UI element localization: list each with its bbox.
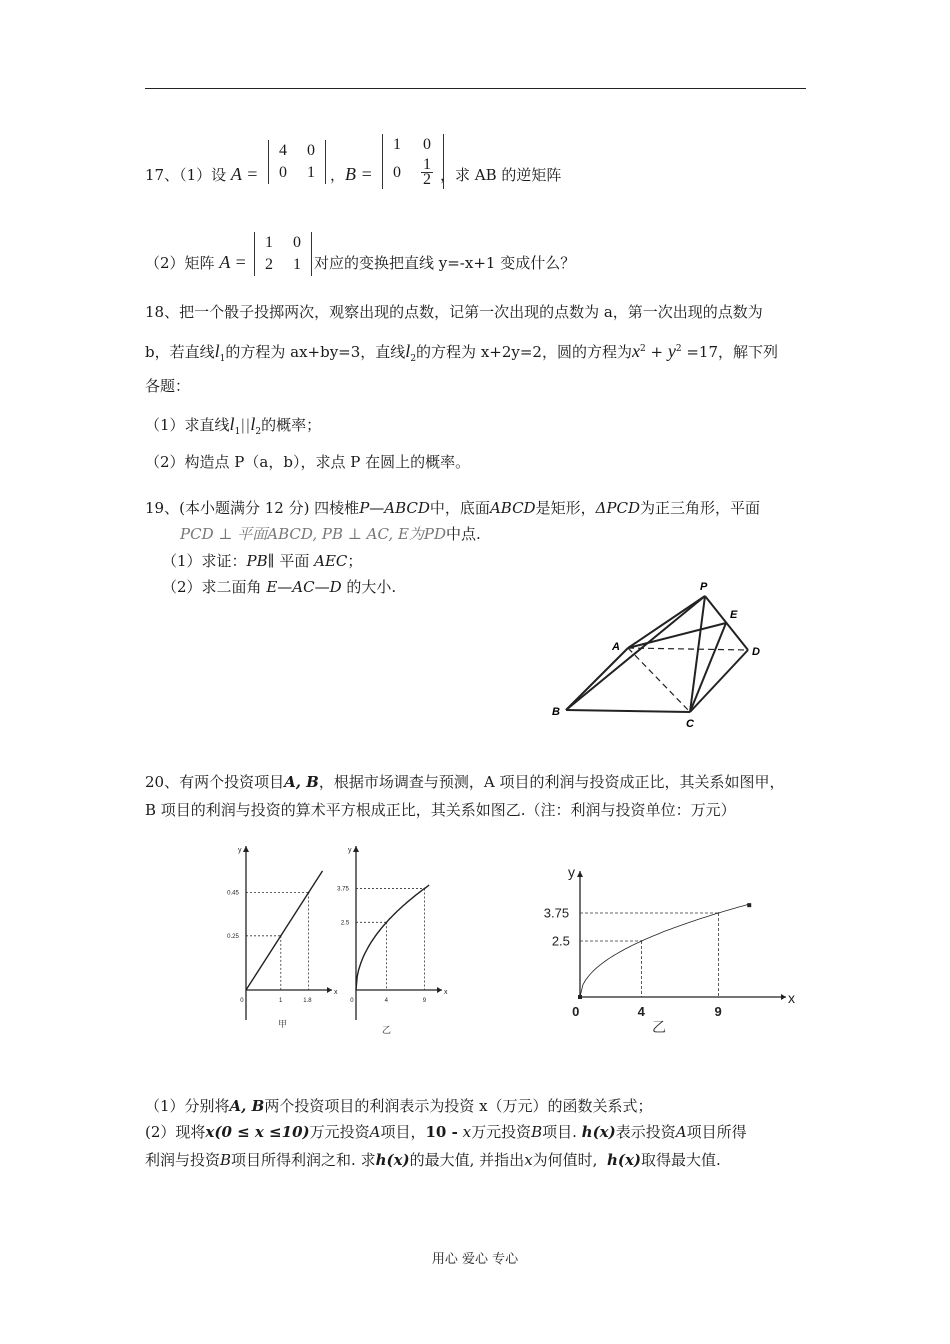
x-tick-label: 4: [637, 1004, 645, 1019]
chart-title: 甲: [278, 1019, 288, 1029]
y-tick-label: 0.45: [227, 890, 239, 897]
end-marker: [747, 903, 751, 907]
y-axis-label: y: [568, 864, 575, 880]
q17-B-label: ，B =: [330, 164, 373, 184]
x-arrow: [327, 987, 332, 993]
q17-part2: （2）矩阵 A =: [145, 252, 247, 272]
matrix-B: 1 0 0 $\frac{1}{2}$: [382, 134, 444, 189]
label-C: C: [686, 718, 694, 730]
q17-tail: ，求 AB 的逆矩阵: [440, 166, 562, 184]
q20-line2: B 项目的利润与投资的算术平方根成正比，其关系如图乙.（注：利润与投资单位：万元）: [145, 801, 736, 819]
y-axis-label: y: [238, 847, 242, 854]
x-tick-label: 9: [714, 1004, 722, 1019]
x-tick-label: 9: [422, 998, 427, 1004]
x-tick-label: 0: [350, 998, 354, 1004]
chart-jia: [222, 845, 338, 1045]
chart-yi-small: [337, 845, 450, 1045]
y-arrow: [243, 846, 249, 852]
data-point: [718, 912, 720, 914]
q18-line3: 各题：: [145, 377, 191, 395]
header-rule: [145, 88, 806, 89]
series-line: [356, 885, 429, 990]
x-axis-label: x: [788, 990, 795, 1006]
q18-part1: （1）求直线$l_1||l_2$的概率；: [145, 414, 322, 437]
x-tick-label: 1.8: [303, 998, 312, 1004]
q17-part2-tail: 对应的变换把直线 y=-x+1 变成什么？: [314, 254, 576, 272]
q18-part2: （2）构造点 P（a，b），求点 P 在圆上的概率。: [145, 453, 471, 471]
q19-line1: 19、(本小题满分 12 分) 四棱椎P—ABCD中，底面ABCD是矩形，ΔPCD为正三角形，平面: [145, 499, 761, 517]
q17-part1: 17、（1）设 A =: [145, 164, 259, 184]
series-line: [246, 871, 323, 990]
matrix-A2: 1 0 2 1: [254, 232, 312, 276]
data-point: [386, 921, 388, 923]
q20-part2: (2）现将x(0 ≤ x ≤10)万元投资A项目，10 - x万元投资B项目. h(x)表示投资A项目所得: [145, 1123, 747, 1141]
data-point: [641, 940, 643, 942]
x-axis-label: x: [334, 989, 338, 996]
label-E: E: [730, 609, 738, 621]
y-tick-label: 2.5: [551, 933, 570, 949]
y-arrow: [577, 871, 583, 877]
y-tick-label: 2.5: [340, 920, 350, 927]
chart-title: 乙: [382, 1025, 392, 1035]
data-point: [280, 935, 282, 937]
label-P: P: [700, 581, 708, 593]
y-tick-label: 0.25: [227, 933, 239, 940]
chart-yi-large: [520, 864, 795, 1040]
q20-part3: 利润与投资B项目所得利润之和. 求h(x)的最大值, 并指出x为何值时, h(x)取得最大值.: [145, 1151, 721, 1169]
x-tick-label: 0: [572, 1004, 580, 1019]
x-arrow: [781, 994, 786, 1000]
label-A: A: [612, 641, 620, 653]
matrix-A: 4 0 0 1: [268, 140, 326, 184]
y-tick-label: 3.75: [543, 905, 570, 921]
x-axis-label: x: [444, 989, 448, 996]
series-line: [580, 904, 749, 997]
y-tick-label: 3.75: [337, 886, 349, 893]
x-arrow: [437, 987, 442, 993]
q20-line1: 20、有两个投资项目A, B，根据市场调查与预测，A 项目的利润与投资成正比，其关系如图甲，: [145, 773, 785, 791]
x-tick-label: 1: [278, 998, 283, 1004]
pyramid-figure: [540, 570, 790, 730]
q19-line2: PCD ⊥ 平面ABCD, PB ⊥ AC, E为PD中点.: [180, 525, 481, 543]
q18-line2: b，若直线$l_1$的方程为 ax+by=3，直线$l_2$的方程为 x+2y=2，圆的方程为$x^2 + y^2 =17$，解下列: [145, 341, 779, 364]
q19-part1: （1）求证：PB∥ 平面 AEC；: [162, 552, 363, 570]
data-point: [308, 892, 310, 894]
x-tick-label: 4: [384, 998, 389, 1004]
data-point: [424, 888, 426, 890]
q20-part1: （1）分别将A, B两个投资项目的利润表示为投资 x（万元）的函数关系式；: [145, 1097, 653, 1115]
y-arrow: [353, 846, 359, 852]
y-axis-label: y: [348, 847, 352, 854]
q18-line1: 18、把一个骰子投掷两次，观察出现的点数，记第一次出现的点数为 a，第一次出现的点数为: [145, 303, 763, 321]
start-marker: [578, 995, 582, 999]
x-tick-label: 0: [240, 998, 244, 1004]
label-B: B: [552, 706, 560, 718]
chart-title: 乙: [652, 1019, 666, 1035]
q19-part2: （2）求二面角 E—AC—D 的大小.: [162, 578, 397, 596]
label-D: D: [752, 646, 760, 658]
page-footer: 用心 爱心 专心: [431, 1252, 519, 1267]
